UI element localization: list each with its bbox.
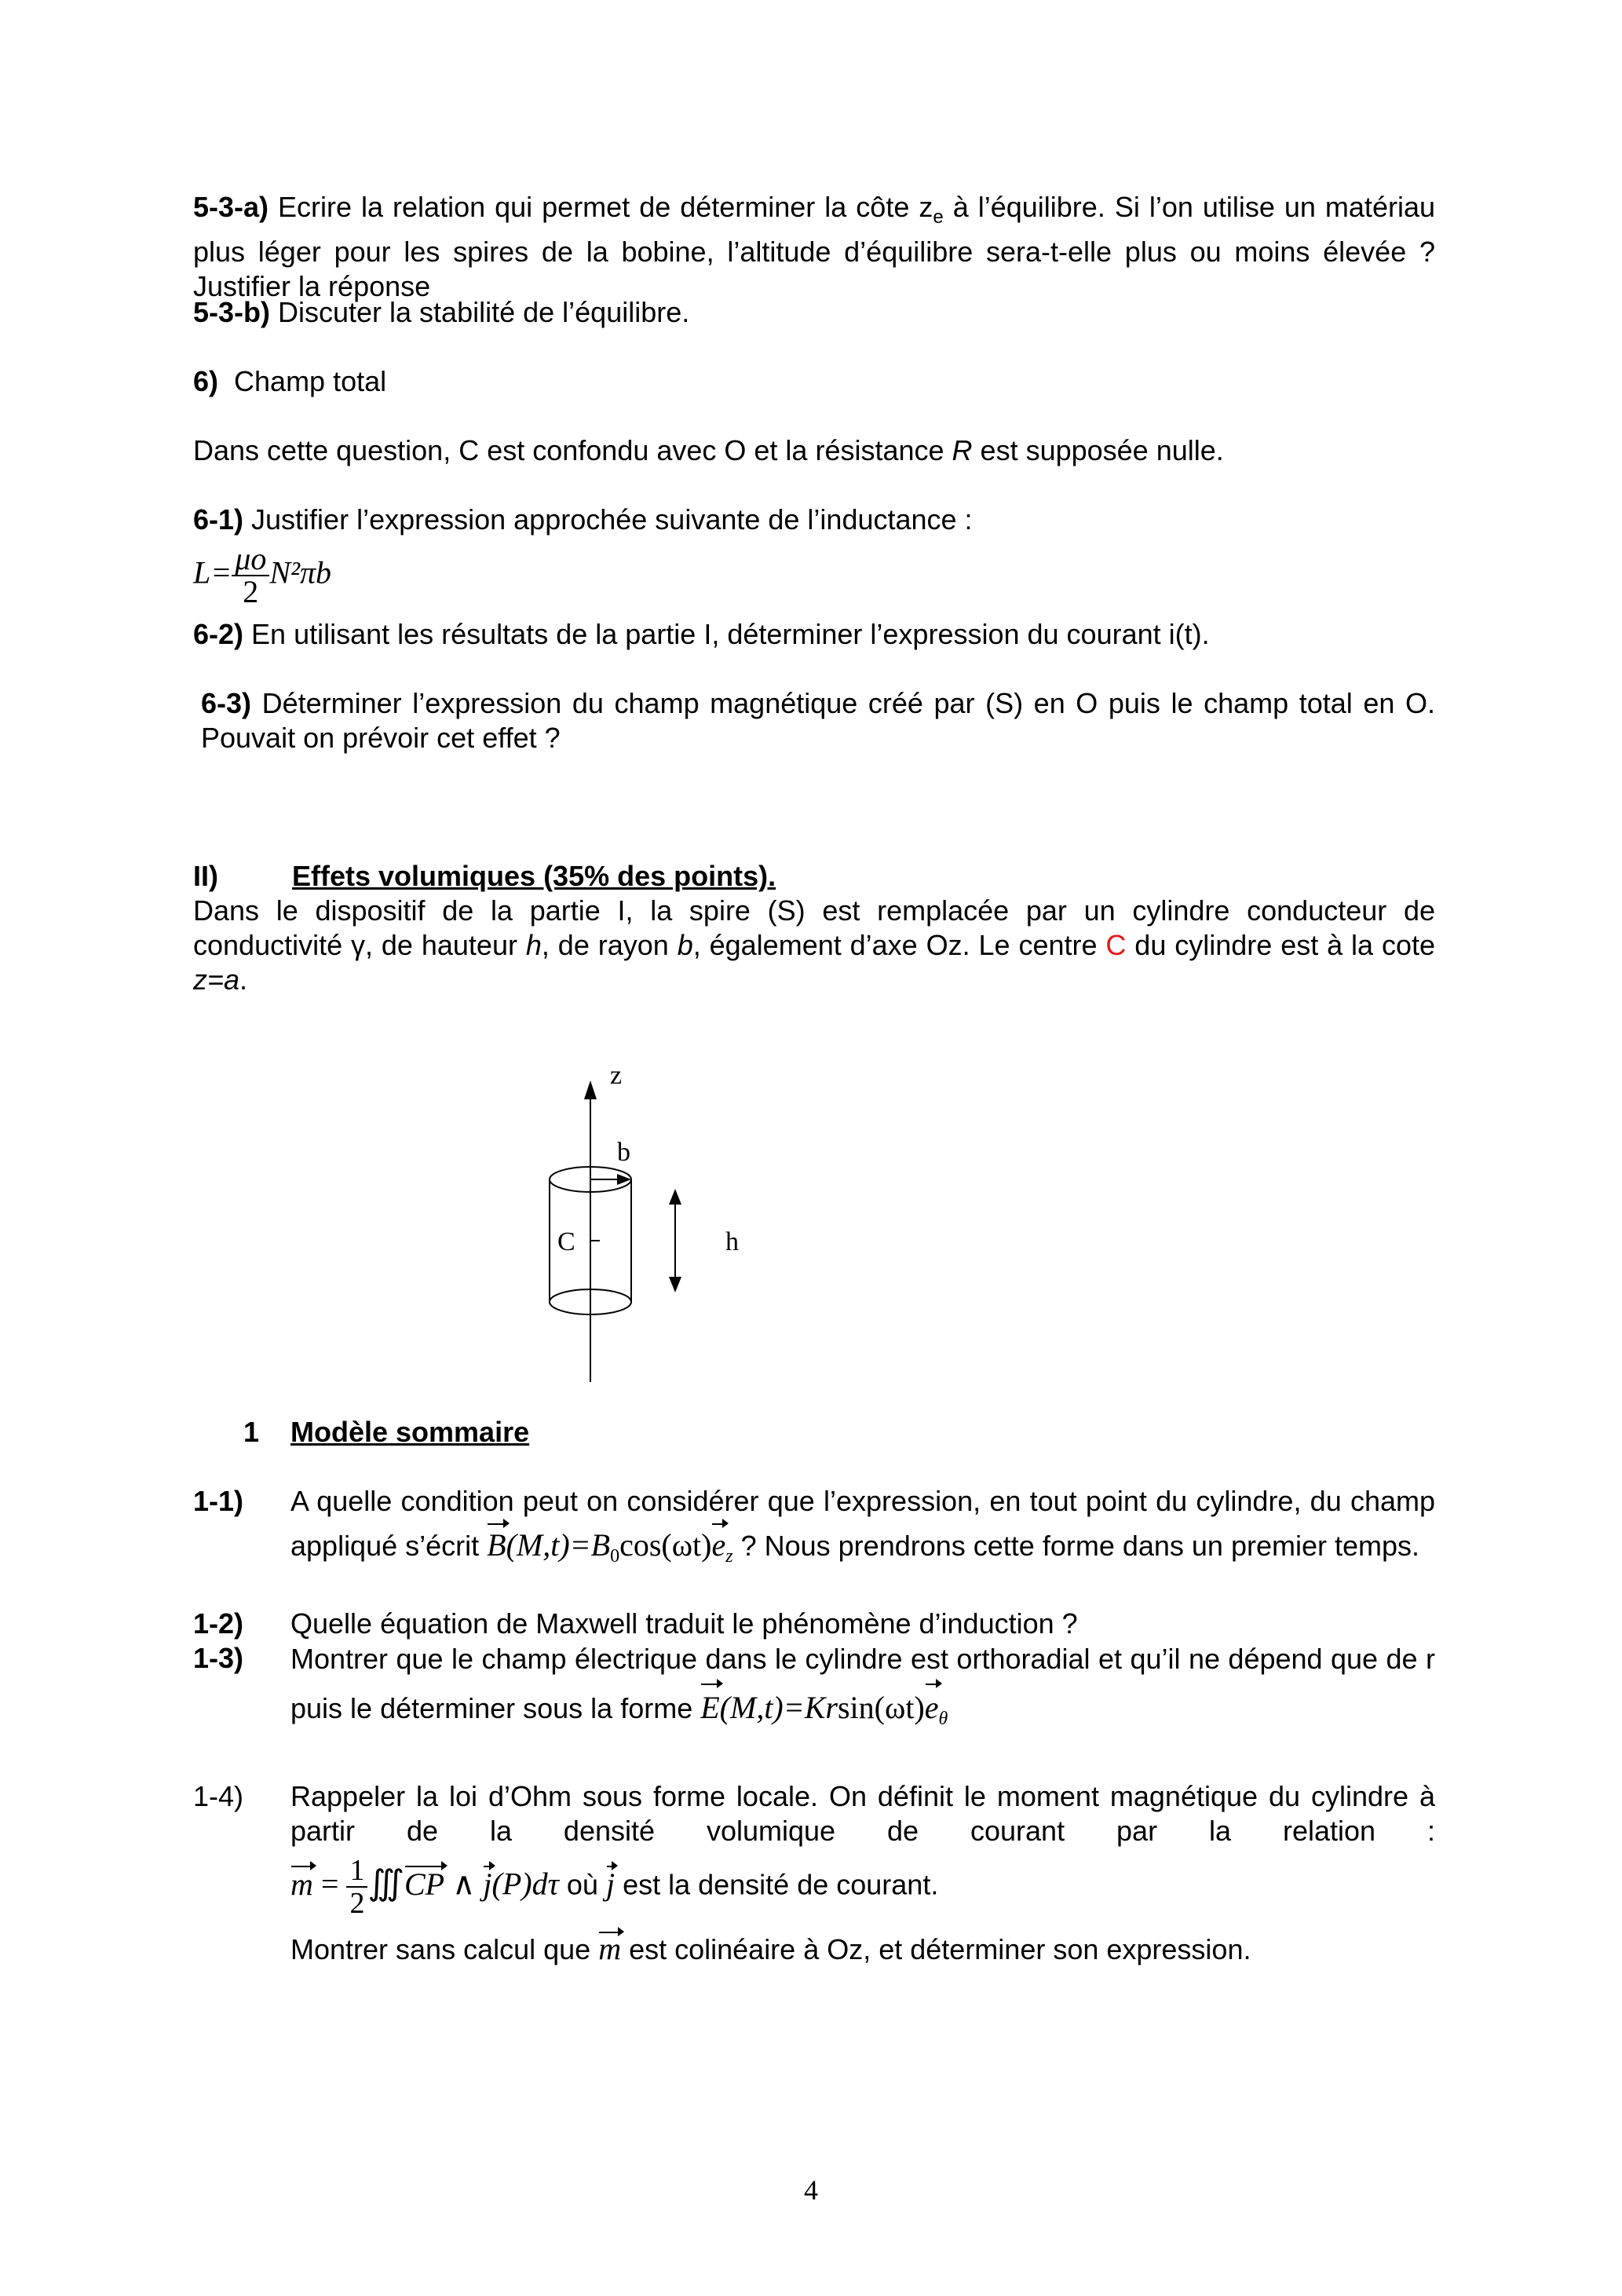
question-5-3-a: 5-3-a) Ecrire la relation qui permet de déterminer la côte $z_e$ à l’équilibre. Si l’on utilise un matériau plus léger pour les spires de la bobine, l’altitude d’équilibre sera-t-elle plus ou moins élevée ? Justifier la réponse [193, 191, 1435, 303]
page-number: 4 [804, 2174, 818, 2206]
vector-j-2: j [605, 1866, 616, 1902]
vector-CP: CP [404, 1866, 445, 1902]
cylinder-figure [502, 1052, 769, 1398]
vector-e-theta: e [925, 1684, 939, 1732]
question-6-1: 6-1) Justifier l’expression approchée suivante de l’inductance : [193, 503, 973, 536]
section-6-intro: Dans cette question, C est confondu avec O et la résistance R est supposée nulle. [193, 434, 1224, 466]
question-5-3-b: 5-3-b) Discuter la stabilité de l’équilibre. [193, 296, 690, 328]
part-2-heading: II) Effets volumiques (35% des points). [193, 860, 776, 892]
formula-magnetic-moment: m = $\frac{1}{2}$ ∭CP ∧ j(P)dτ où j est la densité de courant. [290, 1854, 939, 1920]
question-6-3: 6-3) Déterminer l’expression du champ magnétique créé par (S) en O puis le champ total en O. Pouvait on prévoir cet effet ? [201, 687, 1435, 754]
height-arrowhead-top [669, 1189, 681, 1205]
question-label: 5-3-a) [193, 191, 269, 223]
section-6-heading: 6) Champ total [193, 365, 387, 397]
question-1-4: 1-4) Rappeler la loi d’Ohm sous forme locale. On définit le moment magnétique du cylindre à partir de la densité volumique de courant par la relation : m = $\frac{1}{2}$ ∭CP ∧ j(P)dτ où j est la densité de courant. Montrer sans calcul que m est colinéaire à Oz, et déterminer son expression. [193, 1780, 1435, 1966]
question-1-3: 1-3) Montrer que le champ électrique dans le cylindre est orthoradial et qu’il ne dépend que de r puis le déterminer sous la forme $E(M,t)=Krsin(\omega t)e_\theta$ [193, 1641, 1435, 1735]
vector-m-2: m [598, 1931, 622, 1966]
vector-m: m [290, 1866, 313, 1902]
formula-inductance: L= $\frac{\mu o}{2}$ N²πb [193, 541, 332, 609]
vector-j: j [483, 1866, 492, 1902]
radius-label: b [617, 1138, 630, 1167]
vector-e: e [711, 1523, 725, 1567]
z-label: z [610, 1061, 623, 1090]
question-6-2: 6-2) En utilisant les résultats de la partie I, déterminer l’expression du courant i(t). [193, 618, 1210, 650]
height-arrowhead-bottom [669, 1277, 681, 1292]
section-1-heading: 1 Modèle sommaire [243, 1416, 530, 1448]
vector-E: E [700, 1684, 719, 1732]
document-page: 5-3-a) Ecrire la relation qui permet de déterminer la côte $z_e$ à l’équilibre. Si l’on utilise un matériau plus léger pour les spires de la bobine, l’altitude d’équilibre sera-t-elle plus ou moins élevée ? Justifier la réponse 5-3-b) Discuter la stabilité de l’équilibre. 6) Champ total Dans cette question, C est confondu avec O et la résistance R est supposée nulle. 6-1) Justifier l’expression approchée suivante de l’inductance : L= $\frac{\mu o}{2}$ N²πb 6-2) En utilisant les résultats de la partie I, déterminer l’expression du courant i(t). 6-3) Déterminer l’expression du champ magnétique créé par (S) en O puis le champ total en O. Pouvait on prévoir cet effet ? II) Effets volumiques (35% des points). Dans le dispositif de la partie I, la spire (S) est remplacée par un cylindre conducteur de conductivité γ, de hauteur h, de rayon b, également d’axe Oz. Le centre C du cylindre est à la cote z=a. z b C h 1 Modèle sommaire 1-1) A quelle condition peut on considérer que l’expression, en tout point du cylindre, du champ appliqué s’écrit $B(M,t)=B_0\cos(\omega t)e_z$ ? Nous prendrons cette forme dans un premier temps. 1-2) Quelle équation de Maxwell traduit le phénomène d’induction ? 1-3) Montrer que le champ électrique dans le cylindre est orthoradial et qu’il ne dépend que de r puis le déterminer sous la forme $E(M,t)=Krsin(\omega t)e_\theta$ 1-4) Rappeler la loi d’Ohm sous forme locale. On définit le moment magnétique du cylindre à partir de la densité volumique de courant par la relation : m = $\frac{1}{2}$ ∭CP ∧ j(P)dτ où j est la densité de courant. Montrer sans calcul que m est colinéaire à Oz, et déterminer son expression. 4 [0, 0, 1622, 2296]
z-axis-arrowhead [584, 1080, 597, 1099]
vector-B: B [487, 1523, 506, 1567]
part-2-intro: Dans le dispositif de la partie I, la spire (S) est remplacée par un cylindre conducteur de conductivité γ, de hauteur h, de rayon b, également d’axe Oz. Le centre C du cylindre est à la cote z=a. [193, 894, 1436, 996]
height-label: h [725, 1227, 739, 1256]
center-label: C [557, 1227, 575, 1256]
question-1-1: 1-1) A quelle condition peut on considérer que l’expression, en tout point du cylindre, du champ appliqué s’écrit $B(M,t)=B_0\cos(\omega t)e_z$ ? Nous prendrons cette forme dans un premier temps. [193, 1485, 1435, 1567]
question-label: 5-3-b) [193, 296, 270, 328]
